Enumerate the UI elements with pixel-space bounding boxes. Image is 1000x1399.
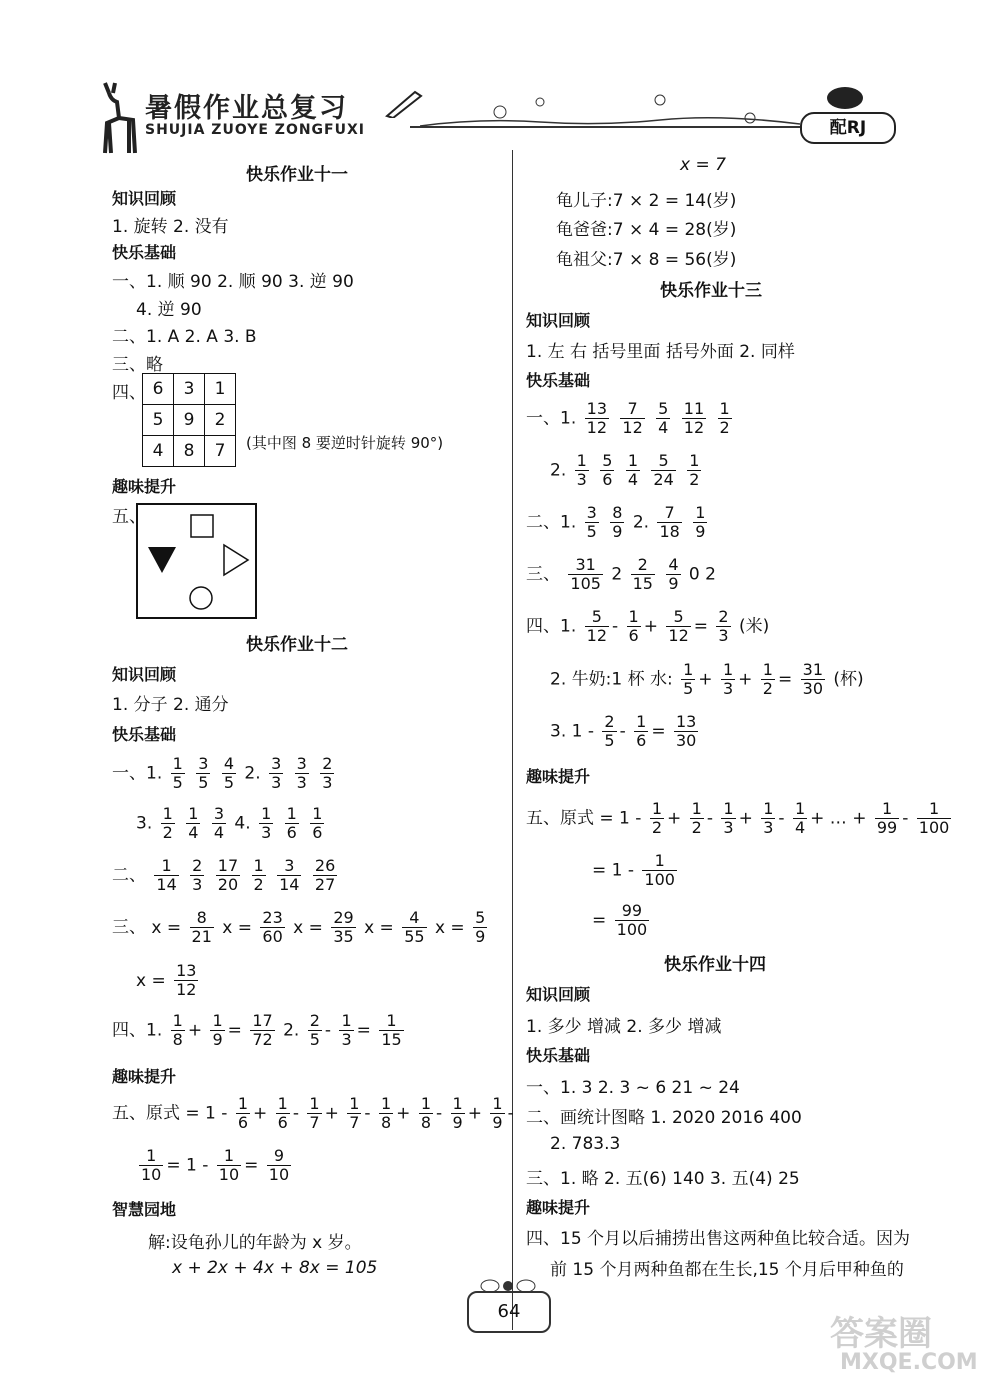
fraction: $\frac{1}{8}$ xyxy=(172,1011,183,1049)
fraction: $\frac{1}{6}$ xyxy=(312,804,323,842)
fraction-list xyxy=(582,399,735,437)
fraction: $\frac{1}{8}$ xyxy=(380,1094,392,1132)
answer-line: 解:设龟孙儿的年龄为 x 岁。 xyxy=(148,1233,362,1253)
fraction: $\frac{2}{3}$ xyxy=(192,856,203,894)
shapes-drawing xyxy=(138,505,255,617)
grid-cell: 2 xyxy=(205,405,236,436)
row-prefix: 一、1. xyxy=(526,408,577,429)
fraction: $\frac{1}{15}$ xyxy=(381,1011,402,1049)
fraction: $\frac{2}{3}$ xyxy=(718,607,729,645)
fraction: $\frac{1}{2}$ xyxy=(691,799,702,837)
fraction-row xyxy=(136,962,201,999)
fraction: $\frac{1}{2}$ xyxy=(253,856,264,894)
fraction: $\frac{7}{18}$ xyxy=(659,503,680,541)
answer-line: 龟爸爸:7 × 4 = 28(岁) xyxy=(556,220,737,240)
answer-line: 1. 左 右 括号里面 括号外面 2. 同样 xyxy=(526,342,795,362)
answer-line: 三、略 xyxy=(112,355,163,375)
fraction-row xyxy=(112,755,337,792)
row-prefix: 二、 xyxy=(112,865,146,886)
fraction: $\frac{1}{3}$ xyxy=(763,799,774,837)
fraction: $\frac{99}{100}$ xyxy=(616,901,648,939)
series-equation: = $\frac{99}{100}$ xyxy=(592,901,648,939)
fraction: $\frac{1}{99}$ xyxy=(876,799,898,837)
fraction: $\frac{1}{5}$ xyxy=(172,754,183,792)
fraction: $\frac{5}{24}$ xyxy=(653,451,674,489)
answer-line: 五、 xyxy=(112,507,146,527)
grid-cell: 3 xyxy=(174,374,205,405)
fraction-row xyxy=(550,452,704,489)
fraction: $\frac{1}{3}$ xyxy=(722,660,734,698)
row-prefix: 2. xyxy=(632,512,650,533)
fraction: $\frac{1}{7}$ xyxy=(309,1094,320,1132)
fraction: $\frac{1}{4}$ xyxy=(794,799,806,837)
answer-line: 4. 逆 90 xyxy=(136,300,202,320)
fraction: $\frac{11}{12}$ xyxy=(683,399,705,437)
row-prefix: 2. xyxy=(244,763,261,784)
fraction: $\frac{1}{10}$ xyxy=(141,1146,162,1184)
row-prefix: 一、1. xyxy=(112,763,163,784)
number-grid xyxy=(142,373,236,467)
heading-basics: 快乐基础 xyxy=(526,1046,591,1065)
heading-knowledge-review: 知识回顾 xyxy=(112,665,177,684)
fraction-list xyxy=(256,804,327,842)
fraction: $\frac{29}{35}$ xyxy=(333,908,354,946)
fraction: $\frac{8}{9}$ xyxy=(612,503,623,541)
equation-list: x = $\frac{13}{12}$ xyxy=(136,961,197,999)
fraction: $\frac{1}{6}$ xyxy=(237,1094,248,1132)
heading-knowledge-review: 知识回顾 xyxy=(526,311,591,330)
shape-figure xyxy=(136,503,257,619)
series-equation: 五、原式 = 1 - $\frac{1}{6}$ + $\frac{1}{6}$ - $\frac{1}{7}$ + $\frac{1}{7}$ - $\frac{1}{8}$ + $\frac{1}{8}$ - $\frac{1}{9}$ + $\frac{1}{9}$ - xyxy=(112,1094,514,1132)
fraction-row xyxy=(526,400,735,437)
fraction: $\frac{1}{2}$ xyxy=(651,799,662,837)
deer-icon xyxy=(95,78,145,158)
fraction: $\frac{5}{4}$ xyxy=(658,399,669,437)
fraction-row xyxy=(112,857,340,894)
answer-line: 一、1. 3 2. 3 ~ 6 21 ~ 24 xyxy=(526,1078,740,1098)
fraction: $\frac{5}{12}$ xyxy=(668,607,689,645)
section-title-11: 快乐作业十一 xyxy=(246,165,348,185)
answer-line: x + 2x + 4x + 8x = 105 xyxy=(172,1258,378,1278)
section-title-14: 快乐作业十四 xyxy=(664,955,766,975)
heading-knowledge-review: 知识回顾 xyxy=(112,189,177,208)
row-prefix: 3. 1 - xyxy=(550,721,594,742)
fraction: $\frac{3}{4}$ xyxy=(213,804,225,842)
fraction: $\frac{3}{5}$ xyxy=(198,754,209,792)
fraction: $\frac{2}{5}$ xyxy=(604,712,615,750)
fraction: $\frac{17}{72}$ xyxy=(252,1011,273,1049)
heading-basics: 快乐基础 xyxy=(112,243,177,262)
fraction-list xyxy=(266,754,337,792)
header-pinyin: SHUJIA ZUOYE ZONGFUXI xyxy=(145,122,365,138)
series-equation xyxy=(592,852,680,889)
fraction-row: 四、1. $\frac{5}{12}$ - $\frac{1}{6}$ + $\frac{5}{12}$ = $\frac{2}{3}$ (米) xyxy=(526,607,770,645)
row-prefix: 四、1. xyxy=(112,1020,163,1041)
fraction: $\frac{1}{5}$ xyxy=(683,660,694,698)
fraction-row xyxy=(112,909,490,946)
fraction: $\frac{1}{9}$ xyxy=(212,1011,223,1049)
row-prefix: 四、1. xyxy=(526,616,577,637)
answer-line: 四、 xyxy=(112,383,146,403)
column-divider xyxy=(512,150,513,1330)
fraction: $\frac{1}{3}$ xyxy=(723,799,734,837)
grid-cell: 7 xyxy=(205,436,236,467)
page-number: 64 xyxy=(467,1291,551,1333)
series-equation: $\frac{1}{10}$ = 1 - $\frac{1}{10}$ = $\frac{9}{10}$ xyxy=(141,1146,290,1184)
answer-line: 1. 旋转 2. 没有 xyxy=(112,217,229,237)
heading-basics: 快乐基础 xyxy=(112,725,177,744)
answer-line: 龟儿子:7 × 2 = 14(岁) xyxy=(556,191,737,211)
heading-knowledge-review: 知识回顾 xyxy=(526,985,591,1004)
equation-list: x = $\frac{8}{21}$ x = $\frac{23}{60}$ x = $\frac{29}{35}$ x = $\frac{4}{55}$ x = $\frac{5}{9}$ xyxy=(151,908,486,946)
row-prefix: 三、 xyxy=(526,564,560,585)
bird-icon xyxy=(820,82,870,112)
pencil-icon xyxy=(385,88,425,118)
answer-line: 1. 分子 2. 通分 xyxy=(112,695,229,715)
fraction: $\frac{1}{4}$ xyxy=(627,451,639,489)
fraction: $\frac{1}{4}$ xyxy=(188,804,199,842)
grid-cell: 5 xyxy=(143,405,174,436)
answer-line: 二、画统计图略 1. 2020 2016 400 xyxy=(526,1108,802,1128)
fraction: $\frac{3}{3}$ xyxy=(271,754,282,792)
edition-badge: 配RJ xyxy=(800,112,896,144)
row-prefix: = 1 - xyxy=(592,860,635,881)
fraction: $\frac{13}{12}$ xyxy=(176,961,197,999)
fraction: $\frac{17}{20}$ xyxy=(217,856,239,894)
watermark-site: MXQE.COM xyxy=(840,1350,978,1375)
answer-line: 前 15 个月两种鱼都在生长,15 个月后甲种鱼的 xyxy=(550,1260,904,1280)
header-title: 暑假作业总复习 xyxy=(145,93,348,124)
fraction: $\frac{8}{21}$ xyxy=(191,908,212,946)
fraction: $\frac{1}{7}$ xyxy=(349,1094,360,1132)
heading-fun: 趣味提升 xyxy=(112,477,177,496)
fraction: $\frac{1}{3}$ xyxy=(576,451,587,489)
fraction-row xyxy=(136,805,327,842)
fraction: $\frac{1}{9}$ xyxy=(492,1094,503,1132)
answer-line: x = 7 xyxy=(680,155,726,175)
answer-line: 2. 783.3 xyxy=(550,1134,621,1154)
grid-cell: 8 xyxy=(174,436,205,467)
row-prefix: 五、原式 = 1 - xyxy=(112,1103,228,1124)
row-prefix: 五、原式 = 1 - xyxy=(526,808,642,829)
fraction: $\frac{1}{10}$ xyxy=(218,1146,240,1184)
heading-wisdom: 智慧园地 xyxy=(112,1200,177,1219)
fraction: $\frac{1}{8}$ xyxy=(420,1094,431,1132)
fraction-row xyxy=(526,504,710,541)
heading-fun: 趣味提升 xyxy=(526,767,591,786)
fraction: $\frac{1}{2}$ xyxy=(689,451,700,489)
grid-cell: 6 xyxy=(143,374,174,405)
fraction: $\frac{1}{100}$ xyxy=(644,851,675,889)
landscape-decoration-icon xyxy=(420,90,800,130)
fraction: $\frac{1}{9}$ xyxy=(695,503,706,541)
fraction: $\frac{4}{9}$ xyxy=(668,555,679,593)
fraction-row: 2. 牛奶:1 杯 水: $\frac{1}{5}$ + $\frac{1}{3}$ + $\frac{1}{2}$ = $\frac{31}{30}$ (杯) xyxy=(550,660,864,698)
fraction: $\frac{3}{3}$ xyxy=(296,754,307,792)
fraction: $\frac{5}{6}$ xyxy=(602,451,613,489)
fraction: $\frac{1}{6}$ xyxy=(286,804,297,842)
answer-line: 三、1. 略 2. 五(6) 140 3. 五(4) 25 xyxy=(526,1169,800,1189)
fraction: $\frac{2}{5}$ xyxy=(309,1011,320,1049)
fraction: $\frac{1}{100}$ xyxy=(918,799,950,837)
fraction: $\frac{1}{6}$ xyxy=(628,607,639,645)
answer-line: 二、1. A 2. A 3. B xyxy=(112,327,257,347)
answer-line: 1. 多少 增减 2. 多少 增减 xyxy=(526,1017,722,1037)
grid-cell: 9 xyxy=(174,405,205,436)
row-prefix: 3. xyxy=(136,813,153,834)
answer-line: 四、15 个月以后捕捞出售这两种鱼比较合适。因为 xyxy=(526,1229,911,1249)
heading-basics: 快乐基础 xyxy=(526,371,591,390)
fraction: $\frac{4}{55}$ xyxy=(404,908,425,946)
rotation-note: (其中图 8 要逆时针旋转 90°) xyxy=(246,434,444,452)
heading-fun: 趣味提升 xyxy=(112,1067,177,1086)
fraction: $\frac{1}{9}$ xyxy=(452,1094,463,1132)
fraction: $\frac{1}{2}$ xyxy=(719,399,730,437)
fraction-list xyxy=(572,451,705,489)
section-title-13: 快乐作业十三 xyxy=(660,281,762,301)
fraction: $\frac{3}{5}$ xyxy=(586,503,597,541)
fraction: $\frac{23}{60}$ xyxy=(262,908,283,946)
fraction: $\frac{1}{6}$ xyxy=(636,712,647,750)
fraction: $\frac{2}{15}$ xyxy=(632,555,653,593)
answer-line: 龟祖父:7 × 8 = 56(岁) xyxy=(556,250,737,270)
fraction: $\frac{3}{14}$ xyxy=(279,856,300,894)
fraction-list xyxy=(151,856,340,894)
row-prefix: 2. xyxy=(283,1020,300,1041)
section-title-12: 快乐作业十二 xyxy=(246,635,348,655)
row-prefix: 三、 xyxy=(112,917,146,938)
fraction: $\frac{1}{3}$ xyxy=(261,804,272,842)
row-prefix: 二、1. xyxy=(526,512,577,533)
fraction: $\frac{26}{27}$ xyxy=(314,856,336,894)
fraction: $\frac{4}{5}$ xyxy=(223,754,235,792)
fraction-row: 3. 1 - $\frac{2}{5}$ - $\frac{1}{6}$ = $\frac{13}{30}$ xyxy=(550,712,697,750)
watermark-brand: 答案圈 xyxy=(830,1314,932,1354)
fraction: $\frac{1}{2}$ xyxy=(162,804,173,842)
fraction: $\frac{7}{12}$ xyxy=(622,399,643,437)
answer-line: 一、1. 顺 90 2. 顺 90 3. 逆 90 xyxy=(112,272,354,292)
series-equation: 五、原式 = 1 - $\frac{1}{2}$ + $\frac{1}{2}$ - $\frac{1}{3}$ + $\frac{1}{3}$ - $\frac{1}{4}$ + … + $\frac{1}{99}$ - $\frac{1}{100}$ xyxy=(526,799,950,837)
fraction: $\frac{31}{30}$ xyxy=(802,660,823,698)
fraction: $\frac{1}{6}$ xyxy=(277,1094,288,1132)
fraction: $\frac{1}{14}$ xyxy=(156,856,177,894)
fraction: $\frac{9}{10}$ xyxy=(268,1146,290,1184)
unit-label: (杯) xyxy=(833,669,864,690)
row-prefix: 4. xyxy=(234,813,251,834)
fraction: $\frac{13}{30}$ xyxy=(675,712,697,750)
fraction: $\frac{1}{2}$ xyxy=(762,660,773,698)
grid-cell: 1 xyxy=(205,374,236,405)
fraction: $\frac{1}{3}$ xyxy=(341,1011,352,1049)
fraction-list xyxy=(168,754,245,792)
fraction-row: 四、1. $\frac{1}{8}$ + $\frac{1}{9}$ = $\frac{17}{72}$ 2. $\frac{2}{5}$ - $\frac{1}{3}$ = $\frac{1}{15}$ xyxy=(112,1011,402,1049)
fraction-list xyxy=(158,804,235,842)
row-prefix: 2. xyxy=(550,460,567,481)
unit-label: (米) xyxy=(739,616,770,637)
fraction: $\frac{2}{3}$ xyxy=(322,754,333,792)
fraction: $\frac{5}{12}$ xyxy=(586,607,607,645)
grid-cell: 4 xyxy=(143,436,174,467)
fraction: $\frac{31}{105}$ xyxy=(570,555,601,593)
fraction: $\frac{5}{9}$ xyxy=(475,908,486,946)
row-prefix: 2. 牛奶:1 杯 水: xyxy=(550,669,673,690)
fraction: $\frac{13}{12}$ xyxy=(586,399,607,437)
heading-fun: 趣味提升 xyxy=(526,1198,591,1217)
fraction-row: 三、 $\frac{31}{105}$ 2 $\frac{2}{15}$ $\frac{4}{9}$ 0 2 xyxy=(526,555,716,593)
